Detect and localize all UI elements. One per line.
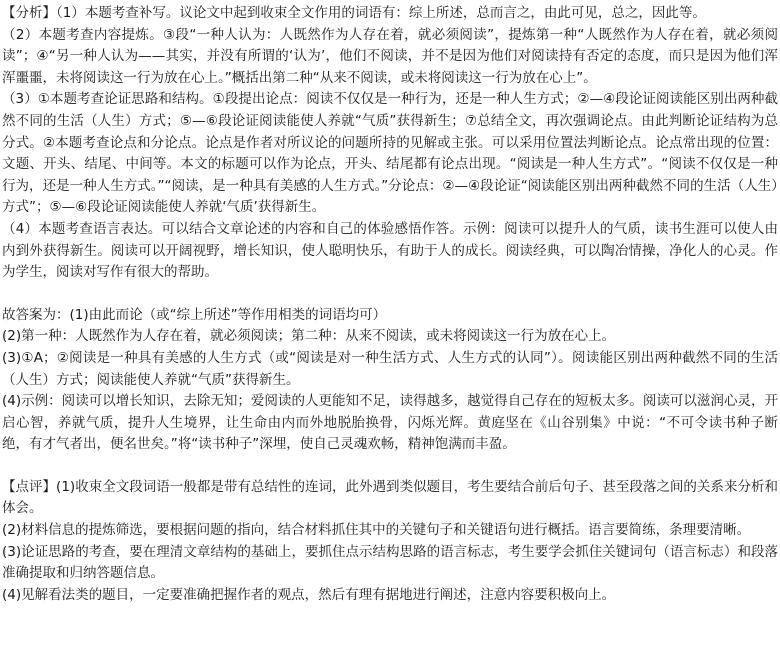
analysis-part-2: （2）本题考查内容提炼。③段“一种人认为：人既然作为人存在着，就必须阅读”，提炼第一种“人既然作为人存在着，就必须阅读”；④“另一种人认为——其实，并没有所谓的‘认为’，他们不阅读，并不是因为他们对阅读持有否定的态度，而只是因为他们浑浑噩噩，未将阅读这一行为放在心上。”概括出第二种“从来不阅读，或未将阅读这一行为放在心上”。 xyxy=(2,26,778,86)
answer-1: 故答案为：(1)由此而论（或“综上所述”等作用相类的词语均可） xyxy=(2,306,387,323)
analysis-part-1: 【分析】（1）本题考查补写。议论文中起到收束全文作用的词语有：综上所述，总而言之，由此可见，总之，因此等。 xyxy=(2,5,706,21)
answer-4: (4)示例：阅读可以增长知识，去除无知；爱阅读的人更能知不足，读得越多，越觉得自己存在的短板太多。阅读可以滋润心灵，开启心智，养就气质，提升人生境界，让生命由内而外地脱胎换骨，闪烁光辉。黄庭坚在《山谷别集》中说：“不可令读书种子断绝，有才气者出，便名世矣。”将“读书种子”深埋，使自己灵魂欢畅，精神饱满而丰盈。 xyxy=(2,393,778,453)
answers-section xyxy=(2,305,778,456)
analysis-section xyxy=(2,3,778,284)
comment-4: (4)见解看法类的题目，一定要准确把握作者的观点，然后有理有据地进行阐述，注意内容要积极向上。 xyxy=(2,586,616,603)
section-spacer xyxy=(2,284,778,305)
answer-2: (2)第一种：人既然作为人存在着，就必须阅读；第二种：从来不阅读，或未将阅读这一行为放在心上。 xyxy=(2,328,616,345)
comment-3: (3)论证思路的考查，要在理清文章结构的基础上，要抓住点示结构思路的语言标志，考生要学会抓住关键词句（语言标志）和段落准确提取和归纳答题信息。 xyxy=(2,543,778,582)
comment-1: 【点评】(1)收束全文段词语一般都是带有总结性的连词，此外遇到类似题目，考生要结合前后句子、甚至段落之间的关系来分析和体会。 xyxy=(2,478,778,517)
section-spacer xyxy=(2,456,778,477)
analysis-part-4: （4）本题考查语言表达。可以结合文章论述的内容和自己的体验感悟作答。示例：阅读可以提升人的气质，读书生涯可以使人由内到外获得新生。阅读可以开阔视野，增长知识，使人聪明快乐，有助于人的成长。阅读经典，可以陶冶情操，净化人的心灵。作为学生，阅读对写作有很大的帮助。 xyxy=(2,220,778,281)
comment-2: (2)材料信息的提炼筛选，要根据问题的指向，结合材料抓住其中的关键句子和关键语句进行概括。语言要简练，条理要清晰。 xyxy=(2,522,751,539)
answer-3: (3)①A；②阅读是一种具有美感的人生方式（或“阅读是对一种生活方式、人生方式的认同”）。阅读能区别出两种截然不同的生活（人生）方式；阅读能使人养就“气质”获得新生。 xyxy=(2,349,778,388)
comments-section xyxy=(2,477,778,607)
analysis-part-3: （3）①本题考查论证思路和结构。①段提出论点：阅读不仅仅是一种行为，还是一种人生方式；②—④段论证阅读能区别出两种截然不同的生活（人生）方式；⑤—⑥段论证阅读能使人养就“气质”获得新生；⑦总结全文，再次强调论点。由此判断论证结构为总分式。②本题考查论点和分论点。论点是作者对所议论的问题所持的见解或主张。可以采用位置法判断论点。论点常出现的位置：文题、开头、结尾、中间等。本文的标题可以作为论点，开头、结尾都有论点出现。“阅读是一种人生方式”。“阅读不仅仅是一种行为，还是一种人生方式。”“阅读，是一种具有美感的人生方式。”分论点：②—④段论证“阅读能区别出两种截然不同的生活（人生）方式”；⑤—⑥段论证阅读能使人养就‘气质’获得新生。 xyxy=(2,91,778,216)
